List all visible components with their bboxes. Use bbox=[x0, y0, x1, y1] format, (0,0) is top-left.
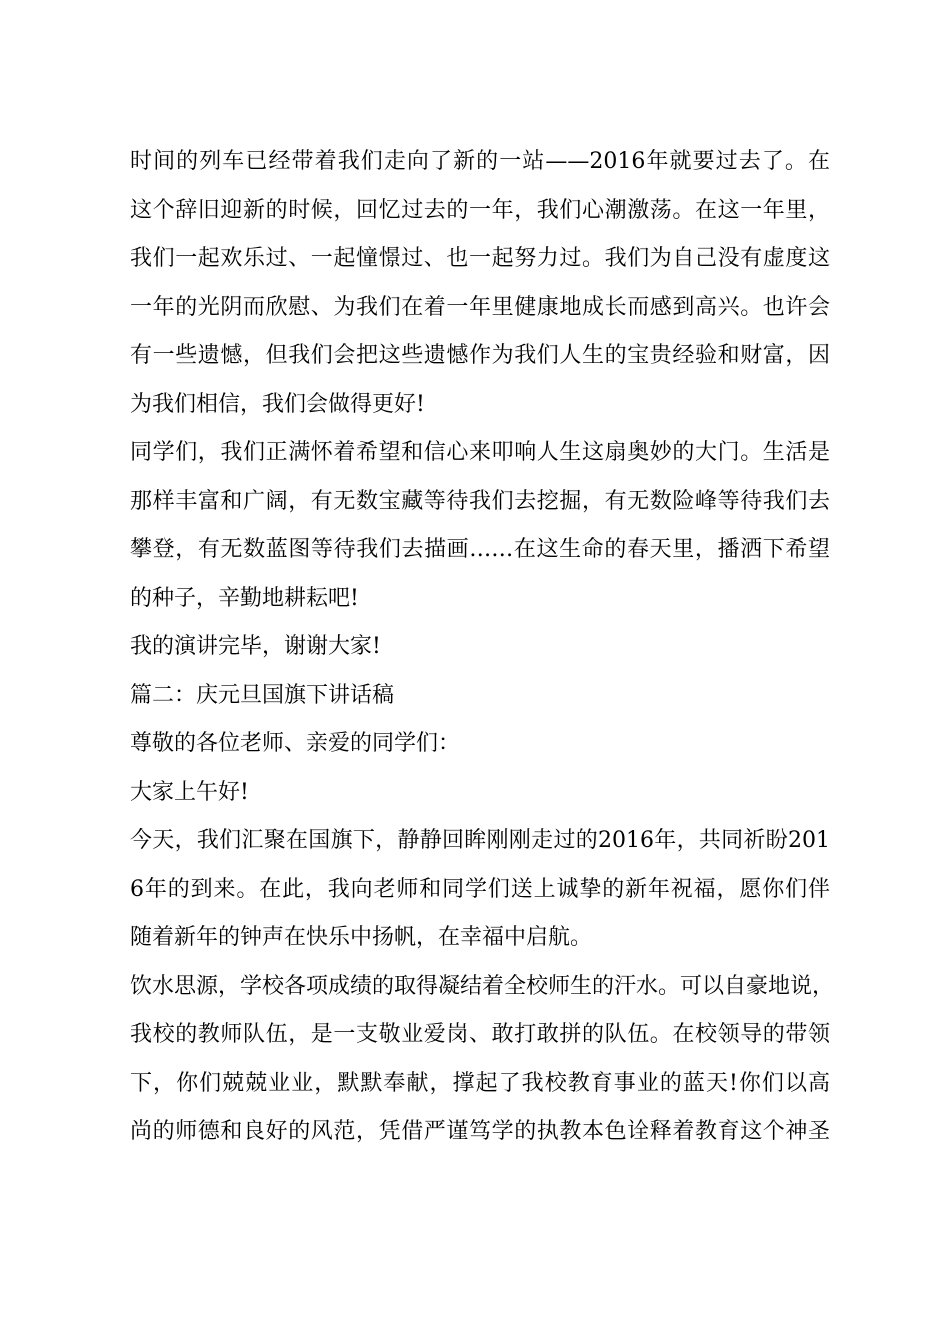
text-line: 这个辞旧迎新的时候，回忆过去的一年，我们心潮激荡。在这一年里， bbox=[130, 197, 830, 223]
document-page bbox=[130, 138, 835, 1157]
text-line: 我的演讲完毕，谢谢大家! bbox=[130, 634, 381, 659]
text-line: 时间的列车已经带着我们走向了新的一站——2016年就要过去了。在 bbox=[130, 149, 830, 174]
text-line: 那样丰富和广阔，有无数宝藏等待我们去挖掘，有无数险峰等待我们去 bbox=[130, 488, 830, 514]
text-line: 我们一起欢乐过、一起憧憬过、也一起努力过。我们为自己没有虚度这 bbox=[130, 246, 830, 271]
text-line: 今天，我们汇聚在国旗下，静静回眸刚刚走过的2016年，共同祈盼201 bbox=[130, 828, 830, 853]
text-line: 随着新年的钟声在快乐中扬帆，在幸福中启航。 bbox=[130, 925, 593, 950]
text-line: 的种子，辛勤地耕耘吧! bbox=[130, 585, 359, 611]
salutation: 尊敬的各位老师、亲爱的同学们： bbox=[130, 731, 461, 756]
text-line: 饮水思源，学校各项成绩的取得凝结着全校师生的汗水。可以自豪地说， bbox=[130, 973, 835, 999]
greeting: 大家上午好! bbox=[130, 779, 249, 805]
text-line: 一年的光阴而欣慰、为我们在着一年里健康地成长而感到高兴。也许会 bbox=[130, 294, 830, 320]
text-line: 为我们相信，我们会做得更好! bbox=[130, 391, 425, 417]
text-line: 攀登，有无数蓝图等待我们去描画……在这生命的春天里，播洒下希望 bbox=[130, 537, 830, 562]
text-line: 6年的到来。在此，我向老师和同学们送上诚挚的新年祝福，愿你们伴 bbox=[130, 876, 830, 902]
text-line: 尚的师德和良好的风范，凭借严谨笃学的执教本色诠释着教育这个神圣 bbox=[130, 1119, 830, 1144]
text-line: 下，你们兢兢业业，默默奉献，撑起了我校教育事业的蓝天!你们以高 bbox=[130, 1070, 830, 1096]
section-heading: 篇二：庆元旦国旗下讲话稿 bbox=[130, 682, 395, 708]
text-line: 我校的教师队伍，是一支敬业爱岗、敢打敢拼的队伍。在校领导的带领 bbox=[130, 1022, 830, 1047]
text-line: 同学们，我们正满怀着希望和信心来叩响人生这扇奥妙的大门。生活是 bbox=[130, 440, 830, 465]
text-line: 有一些遗憾，但我们会把这些遗憾作为我们人生的宝贵经验和财富，因 bbox=[130, 343, 830, 368]
